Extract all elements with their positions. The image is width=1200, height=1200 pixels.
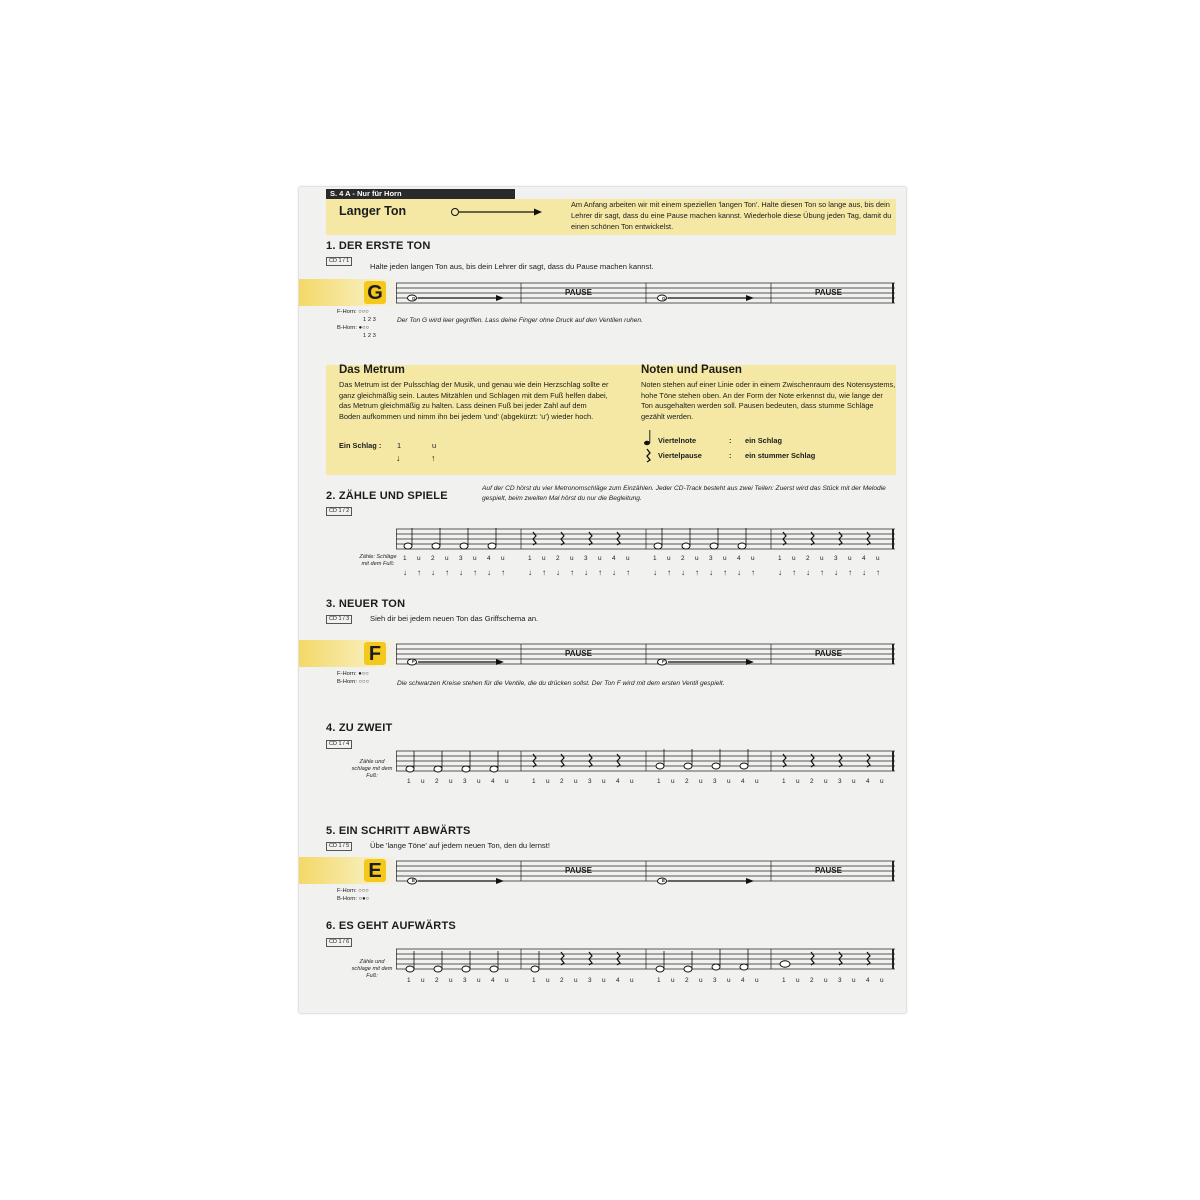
viertelpause-label: Viertelpause (658, 451, 702, 460)
count-syllable: u (574, 977, 578, 984)
count-syllable: 4 (491, 977, 495, 984)
count-instruction-label: Zähle und schlage mit dem Fuß: (351, 759, 393, 779)
cd-track-badge: CD 1 / 3 (326, 615, 352, 624)
count-syllable: 4 (616, 977, 620, 984)
b-horn-label: B-Horn: (337, 896, 357, 902)
f-horn-label: F-Horn: (337, 309, 357, 315)
section-2-text: Auf der CD hörst du vier Metronomschläge zum Einzählen. Jeder CD-Track besteht aus zwei Teilen: Zuerst wird das Stück mit der Melodie gespielt, beim zweiten Mal hörst du nur die Begleitung. (482, 485, 886, 502)
cd-track-badge: CD 1 / 4 (326, 740, 352, 749)
valve-numbers: 1 2 3 (363, 333, 376, 339)
count-syllable: u (546, 977, 550, 984)
foot-arrow: ↓ (612, 568, 616, 577)
count-syllable: 2 (681, 555, 685, 562)
count-syllable: u (505, 977, 509, 984)
count-syllable: 4 (487, 555, 491, 562)
count-syllable: u (820, 555, 824, 562)
count-syllable: 3 (713, 977, 717, 984)
long-tone-arrow-icon (449, 207, 544, 217)
foot-arrow: ↑ (792, 568, 796, 577)
b-horn-label: B-Horn: (337, 325, 357, 331)
count-syllable: 2 (556, 555, 560, 562)
staff-section-2 (396, 527, 896, 551)
count-syllable: 4 (866, 977, 870, 984)
section-3-instruction: Sieh dir bei jedem neuen Ton das Griffschema an. (370, 614, 539, 623)
count-syllable: 4 (866, 778, 870, 785)
cd-track-badge: CD 1 / 2 (326, 507, 352, 516)
metrum-text: Das Metrum ist der Pulsschlag der Musik, und genau wie dein Herzschlag sollte er ganz gleichmäßig sein. Lautes Mitzählen und Schlagen mit dem Fuß helfen dabei, das Metrum gleichmäßig zu halten. Lass deinen Fuß bei jeder Zahl auf dem Boden aufkommen und nimm ihn bei jedem 'und' (abgekürzt: 'u') wieder hoch. (339, 380, 609, 421)
count-syllable: u (727, 778, 731, 785)
pausen-title: Noten und Pausen (641, 364, 742, 376)
count-syllable: u (852, 778, 856, 785)
count-syllable: 4 (737, 555, 741, 562)
count-syllable: 3 (459, 555, 463, 562)
count-syllable: 3 (588, 977, 592, 984)
foot-arrow: ↑ (695, 568, 699, 577)
b-horn-label: B-Horn: (337, 679, 357, 685)
book-page (299, 187, 906, 1013)
count-syllable: u (630, 977, 634, 984)
count-syllable: u (796, 778, 800, 785)
foot-arrow: ↓ (403, 568, 407, 577)
count-syllable: u (542, 555, 546, 562)
count-syllable: u (751, 555, 755, 562)
f-horn-label: F-Horn: (337, 888, 357, 894)
foot-arrow: ↑ (723, 568, 727, 577)
count-syllable: u (699, 977, 703, 984)
fingering-chart: F-Horn: ○○○ 1 2 3 B-Horn: ●○○ 1 2 3 (337, 309, 376, 339)
foot-arrow: ↑ (542, 568, 546, 577)
section-6-title: 6. ES GEHT AUFWÄRTS (326, 920, 456, 932)
foot-up-icon: ↑ (431, 453, 436, 463)
section-5-title: 5. EIN SCHRITT ABWÄRTS (326, 825, 471, 837)
cd-track-badge: CD 1 / 1 (326, 257, 352, 266)
count-syllable: u (699, 778, 703, 785)
foot-arrow: ↑ (876, 568, 880, 577)
note-name-label: G (662, 296, 666, 301)
foot-arrow: ↓ (459, 568, 463, 577)
schlag-count-u: u (432, 441, 437, 450)
foot-arrow: ↓ (653, 568, 657, 577)
count-syllable: u (755, 778, 759, 785)
count-syllable: 4 (741, 778, 745, 785)
foot-arrow: ↑ (626, 568, 630, 577)
count-syllable: 1 (782, 778, 786, 785)
pause-label: PAUSE (565, 288, 592, 297)
count-syllable: 1 (532, 977, 536, 984)
foot-arrow: ↓ (431, 568, 435, 577)
section-3-caption: Die schwarzen Kreise stehen für die Ventile, die du drücken sollst. Der Ton F wird mit dem ersten Ventil gespielt. (397, 680, 725, 687)
count-syllable: u (574, 778, 578, 785)
count-syllable: 3 (834, 555, 838, 562)
count-syllable: u (727, 977, 731, 984)
foot-arrow: ↑ (598, 568, 602, 577)
count-syllable: 3 (463, 778, 467, 785)
count-syllable: u (546, 778, 550, 785)
count-syllable: u (449, 778, 453, 785)
count-syllable: u (876, 555, 880, 562)
foot-down-icon: ↓ (396, 453, 401, 463)
pausen-text: Noten stehen auf einer Linie oder in einem Zwischenraum des Notensystems, hohe Töne stehen oben. An der Form der Note erkennst du, wie lange der Ton ausgehalten werden soll. Pausen bedeuten, dass stumme Schläge gezählt werden. (641, 380, 896, 421)
count-syllable: u (602, 977, 606, 984)
foot-arrow: ↓ (806, 568, 810, 577)
count-syllable: 4 (616, 778, 620, 785)
count-syllable: 2 (560, 977, 564, 984)
pause-label: PAUSE (565, 866, 592, 875)
note-rest-symbols-icon (643, 429, 655, 463)
note-letter-box: F (364, 642, 386, 665)
count-syllable: u (602, 778, 606, 785)
count-syllable: u (421, 778, 425, 785)
foot-arrow: ↑ (751, 568, 755, 577)
section-4-title: 4. ZU ZWEIT (326, 722, 393, 734)
count-syllable: 2 (431, 555, 435, 562)
count-syllable: u (671, 977, 675, 984)
count-syllable: u (852, 977, 856, 984)
count-syllable: u (598, 555, 602, 562)
foot-arrow: ↓ (528, 568, 532, 577)
foot-arrow: ↑ (501, 568, 505, 577)
section-2-title: 2. ZÄHLE UND SPIELE (326, 490, 448, 502)
count-instruction-label: Zähle: Schläge mit dem Fuß: (359, 554, 397, 567)
count-syllable: 2 (685, 778, 689, 785)
pause-label: PAUSE (815, 288, 842, 297)
count-syllable: u (824, 778, 828, 785)
count-syllable: 2 (560, 778, 564, 785)
count-syllable: u (880, 778, 884, 785)
count-syllable: 4 (741, 977, 745, 984)
page-tab: S. 4 A - Nur für Horn (326, 189, 515, 199)
count-syllable: 3 (463, 977, 467, 984)
foot-arrow: ↑ (848, 568, 852, 577)
foot-arrow: ↑ (667, 568, 671, 577)
foot-arrow: ↓ (737, 568, 741, 577)
count-syllable: 2 (810, 977, 814, 984)
count-syllable: u (417, 555, 421, 562)
count-syllable: 3 (713, 778, 717, 785)
count-syllable: u (445, 555, 449, 562)
foot-arrow: ↑ (473, 568, 477, 577)
count-syllable: 2 (810, 778, 814, 785)
count-syllable: 1 (653, 555, 657, 562)
foot-arrow: ↓ (487, 568, 491, 577)
fingering-chart: F-Horn: ●○○ B-Horn: ○○○ (337, 671, 370, 685)
count-syllable: 1 (657, 977, 661, 984)
count-syllable: 2 (806, 555, 810, 562)
count-syllable: 4 (612, 555, 616, 562)
pause-label: PAUSE (815, 649, 842, 658)
count-syllable: 3 (588, 778, 592, 785)
note-letter-box: E (364, 859, 386, 882)
count-syllable: 2 (435, 977, 439, 984)
note-name-label: G (412, 296, 416, 301)
count-syllable: 3 (709, 555, 713, 562)
foot-arrow: ↓ (556, 568, 560, 577)
count-syllable: 1 (407, 977, 411, 984)
viertelpause-value: ein stummer Schlag (745, 451, 816, 460)
count-syllable: u (421, 977, 425, 984)
foot-arrow: ↓ (778, 568, 782, 577)
colon: : (729, 436, 732, 445)
count-syllable: u (449, 977, 453, 984)
staff-section-6 (396, 947, 896, 973)
count-syllable: 3 (584, 555, 588, 562)
foot-arrow: ↓ (862, 568, 866, 577)
count-syllable: u (695, 555, 699, 562)
count-syllable: 2 (685, 977, 689, 984)
count-syllable: 4 (491, 778, 495, 785)
section-5-instruction: Übe 'lange Töne' auf jedem neuen Ton, den du lernst! (370, 841, 550, 850)
foot-arrow: ↓ (709, 568, 713, 577)
count-syllable: u (755, 977, 759, 984)
count-syllable: u (848, 555, 852, 562)
count-syllable: u (792, 555, 796, 562)
count-syllable: u (473, 555, 477, 562)
viertelnote-value: ein Schlag (745, 436, 782, 445)
note-name-label: E (412, 878, 416, 883)
section-1-instruction: Halte jeden langen Ton aus, bis dein Lehrer dir sagt, dass du Pause machen kannst. (370, 262, 654, 271)
foot-arrow: ↓ (681, 568, 685, 577)
f-horn-label: F-Horn: (337, 671, 357, 677)
cd-track-badge: CD 1 / 5 (326, 842, 352, 851)
count-syllable: u (626, 555, 630, 562)
count-syllable: 1 (407, 778, 411, 785)
schlag-label: Ein Schlag : (339, 441, 382, 450)
count-syllable: u (477, 778, 481, 785)
foot-arrow: ↓ (834, 568, 838, 577)
note-letter-box: G (364, 281, 386, 304)
header-title: Langer Ton (339, 204, 407, 218)
count-syllable: u (501, 555, 505, 562)
count-syllable: u (796, 977, 800, 984)
count-syllable: 1 (532, 778, 536, 785)
note-name-label: F (412, 659, 415, 664)
count-syllable: 1 (657, 778, 661, 785)
foot-arrow: ↓ (584, 568, 588, 577)
count-syllable: 3 (838, 778, 842, 785)
count-syllable: 1 (403, 555, 407, 562)
colon: : (729, 451, 732, 460)
foot-arrow: ↑ (570, 568, 574, 577)
cd-track-badge: CD 1 / 6 (326, 938, 352, 947)
header-text: Am Anfang arbeiten wir mit einem speziellen 'langen Ton'. Halte diesen Ton so lange aus, bis dein Lehrer dir sagt, dass du eine Pause machen kannst. Wiederhole diese Übung jeden Tag, damit du einen schönen Ton entwickelst. (571, 200, 892, 231)
count-syllable: u (477, 977, 481, 984)
fingering-chart: F-Horn: ○○○ B-Horn: ○●○ (337, 888, 370, 902)
foot-arrow: ↑ (417, 568, 421, 577)
count-syllable: u (505, 778, 509, 785)
count-syllable: 3 (838, 977, 842, 984)
section-3-title: 3. NEUER TON (326, 598, 406, 610)
section-1-title: 1. DER ERSTE TON (326, 240, 431, 252)
foot-arrow: ↑ (445, 568, 449, 577)
metrum-title: Das Metrum (339, 364, 405, 376)
count-syllable: 2 (435, 778, 439, 785)
foot-arrow: ↑ (820, 568, 824, 577)
pause-label: PAUSE (565, 649, 592, 658)
valve-numbers: 1 2 3 (363, 317, 376, 323)
count-syllable: u (723, 555, 727, 562)
count-syllable: 4 (862, 555, 866, 562)
note-name-label: F (662, 659, 665, 664)
count-syllable: 1 (782, 977, 786, 984)
viertelnote-label: Viertelnote (658, 436, 697, 445)
note-name-label: E (662, 878, 666, 883)
count-syllable: u (824, 977, 828, 984)
section-1-caption: Der Ton G wird leer gegriffen. Lass deine Finger ohne Druck auf den Ventilen ruhen. (397, 317, 643, 324)
count-syllable: 1 (778, 555, 782, 562)
schlag-count-1: 1 (397, 441, 402, 450)
count-syllable: u (880, 977, 884, 984)
pause-label: PAUSE (815, 866, 842, 875)
count-syllable: u (570, 555, 574, 562)
count-syllable: u (630, 778, 634, 785)
count-instruction-label: Zähle und schlage mit dem Fuß: (351, 959, 393, 979)
count-syllable: u (671, 778, 675, 785)
count-syllable: 1 (528, 555, 532, 562)
count-syllable: u (667, 555, 671, 562)
staff-section-4 (396, 749, 896, 773)
